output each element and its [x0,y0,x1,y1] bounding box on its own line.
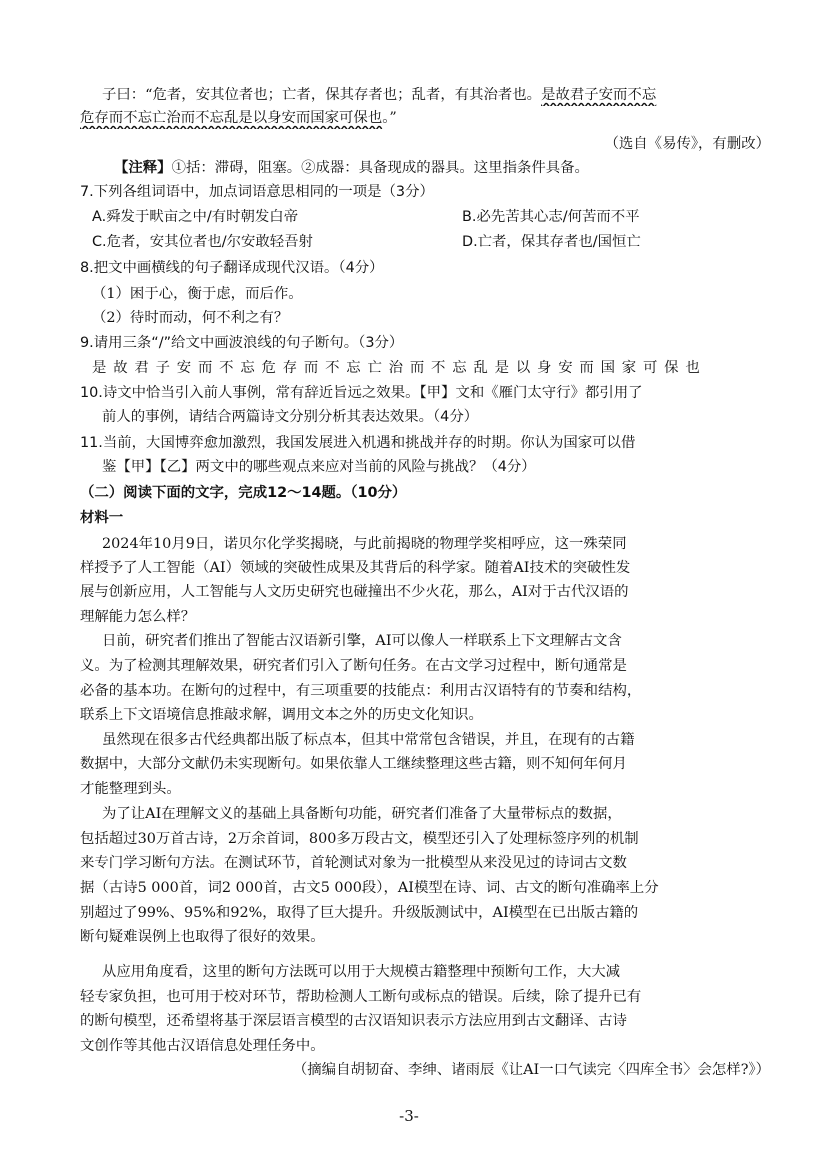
wavy-underlined-sentence: 是故君子安而不忘 [541,87,657,103]
article-p4-line-4: 据（古诗5 000首，词2 000首，古文5 000段），AI模型在诗、词、古文的断句准确率上分 [80,880,659,896]
article-p1-line-1: 2024年10月9日，诺贝尔化学奖揭晓，与此前揭晓的物理学奖相呼应，这一殊荣同 [102,536,627,552]
wavy-underlined-sentence: 危存而不忘亡治而不忘乱是以身安而国家可保也 [80,110,383,126]
passage-source: （选自《易传》，有删改） [604,136,770,152]
article-p1-line-4: 理解能力怎么样？ [80,609,196,625]
article-p2-line-1: 日前，研究者们推出了智能古汉语新引擎，AI可以像人一样联系上下文理解古文含 [102,633,622,649]
page-number: -3- [399,1107,419,1125]
article-p4-line-1: 为了让AI在理解文义的基础上具备断句功能，研究者们准备了大量带标点的数据， [102,806,622,822]
article-p2-line-3: 必备的基本功。在断句的过程中，有三项重要的技能点：利用古汉语特有的节奏和结构， [80,683,642,699]
annotation [114,157,770,179]
question-7: 7.下列各组词语中，加点词语意思相同的一项是（3分） [80,184,434,200]
article-p2-line-2: 义。为了检测其理解效果，研究者们引入了断句任务。在古文学习过程中，断句通常是 [80,658,627,674]
article-p4-line-6: 断句疑难误例上也取得了很好的效果。 [80,929,325,945]
question-8-sentence-1: （1）困于心，衡于虑，而后作。 [92,286,303,302]
article-p4-line-2: 包括超过30万首古诗，2万余首词，800多万段古文，模型还引入了处理标签序列的机制 [80,831,639,847]
article-p5-line-2: 轻专家负担，也可用于校对环节，帮助检测人工断句或标点的错误。后续，除了提升已有 [80,989,642,1005]
article-p3-line-3: 才能整理到头。 [80,781,181,797]
question-9-sentence: 是故君子安而不忘危存而不忘亡治而不忘乱是以身安而国家可保也 [92,360,707,376]
question-11-line-2: 鉴【甲】【乙】两文中的哪些观点来应对当前的风险与挑战？（4分） [102,459,536,475]
question-7-options-row-1 [92,206,770,228]
article-p2-line-4: 联系上下文语境信息推敲求解，调用文本之外的历史文化知识。 [80,707,483,723]
question-10-line-2: 前人的事例，请结合两篇诗文分别分析其表达效果。（4分） [102,409,479,425]
question-11-line-1: 11.当前，大国博弈愈加激烈，我国发展进入机遇和挑战并存的时期。你认为国家可以借 [80,435,636,451]
article-p5-line-4: 文创作等其他古汉语信息处理任务中。 [80,1038,325,1054]
question-9: 9.请用三条“/”给文中画波浪线的句子断句。（3分） [80,335,404,351]
article-p3-line-2: 数据中，大部分文献仍未实现断句。如果依靠人工继续整理这些古籍，则不知何年何月 [80,756,627,772]
article-citation: （摘编自胡韧奋、李绅、诸雨辰《让AI一口气读完〈四库全书〉会怎样?》） [292,1062,770,1078]
annotation-label: 【注释】 [114,160,172,176]
passage-line-1 [102,84,770,106]
article-p5-line-3: 的断句模型，还希望将基于深层语言模型的古汉语知识表示方法应用到古文翻译、古诗 [80,1013,627,1029]
option-a: A.舜发于畎亩之中/有时朝发白帝 [92,209,299,225]
question-8-sentence-2: （2）待时而动，何不利之有？ [92,310,289,326]
passage-text: 。” [382,110,397,126]
option-b: B.必先苦其心志/何苦而不平 [462,209,640,225]
section-2-heading: （二）阅读下面的文字，完成12～14题。（10分） [80,485,407,501]
annotation-text: ①括：滞碍，阻塞。②成器：具备现成的器具。这里指条件具备。 [171,160,589,176]
option-d: D.亡者，保其存者也/国恒亡 [462,234,641,250]
question-8: 8.把文中画横线的句子翻译成现代汉语。（4分） [80,260,384,276]
article-p3-line-1: 虽然现在很多古代经典都出版了标点本，但其中常常包含错误，并且，在现有的古籍 [102,732,635,748]
article-p4-line-3: 来专门学习断句方法。在测试环节，首轮测试对象为一批模型从来没见过的诗词古文数 [80,855,627,871]
article-p1-line-3: 展与创新应用，人工智能与人文历史研究也碰撞出不少火花，那么，AI对于古代汉语的 [80,584,629,600]
question-7-options-row-2 [92,231,770,253]
question-10-line-1: 10.诗文中恰当引入前人事例，常有辞近旨远之效果。【甲】文和《雁门太守行》都引用了 [80,385,643,401]
material-1-heading: 材料一 [80,510,124,526]
passage-text: 子曰：“危者，安其位者也；亡者，保其存者也；乱者，有其治者也。 [102,87,542,103]
article-p5-line-1: 从应用角度看，这里的断句方法既可以用于大规模古籍整理中预断句工作，大大减 [102,964,621,980]
option-c: C.危者，安其位者也/尔安敢轻吾射 [92,234,313,250]
passage-line-2 [80,107,770,129]
article-p1-line-2: 样授予了人工智能（AI）领域的突破性成果及其背后的科学家。随着AI技术的突破性发 [80,560,631,576]
article-p4-line-5: 别超过了99%、95%和92%，取得了巨大提升。升级版测试中，AI模型在已出版古籍的 [80,905,639,921]
